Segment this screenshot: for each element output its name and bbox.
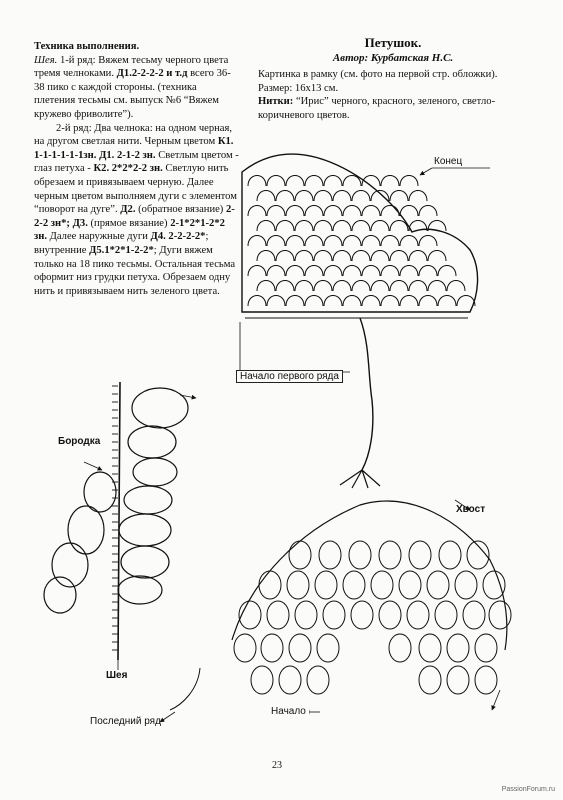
scale-arc (286, 206, 304, 217)
scale-arc (400, 176, 418, 187)
pattern-title: Петушок. (364, 35, 422, 50)
tail-ring (447, 666, 469, 694)
tail-ring (475, 666, 497, 694)
tail-diagram (160, 500, 511, 722)
scale-arc (428, 251, 446, 262)
pattern-size: Размер: 16х13 см. (258, 82, 339, 94)
scale-arc (305, 296, 323, 307)
scale-arc (390, 281, 408, 292)
tail-ring (463, 601, 485, 629)
scale-arc (419, 236, 437, 247)
scale-arc (305, 236, 323, 247)
scale-arc (400, 266, 418, 277)
page-number: 23 (272, 760, 282, 771)
tail-ring (483, 571, 505, 599)
neck-label: Шея. (34, 54, 58, 66)
scale-arc (248, 206, 266, 217)
body-diagram (242, 154, 490, 488)
scale-arc (276, 251, 294, 262)
label-nachalo: Начало (268, 706, 309, 717)
row1-rest: всего 36-38 пико с каждой стороны. (техника плетения тесьмы см. выпуск №6 “Вяжем кружево фриволите”). (34, 68, 231, 120)
label-hvost: Хвост (456, 504, 486, 515)
scale-arc (286, 236, 304, 247)
row1-text: 1-й ряд: Вяжем тесьму черного цвета тремя челноками. (34, 54, 229, 80)
tail-ring (267, 601, 289, 629)
scale-arc (305, 266, 323, 277)
tail-ring (447, 634, 469, 662)
row2-text-h: ; внутренние (34, 231, 209, 256)
row2-text-f: (прямое вязание) (87, 217, 171, 229)
scale-arc (295, 281, 313, 292)
tail-ring (315, 571, 337, 599)
label-sheya: Шея (106, 670, 128, 681)
tail-ring (289, 634, 311, 662)
tail-ring (399, 571, 421, 599)
scale-arc (324, 176, 342, 187)
scale-arc (276, 281, 294, 292)
scale-arc (390, 251, 408, 262)
tail-ring (343, 571, 365, 599)
scale-arc (324, 296, 342, 307)
row2-text-e: (обратное вязание) (135, 204, 226, 216)
scale-arc (419, 296, 437, 307)
tail-ring (407, 601, 429, 629)
scale-arc (257, 281, 275, 292)
tail-ring (419, 666, 441, 694)
scale-arc (305, 176, 323, 187)
scale-arc (248, 176, 266, 187)
tail-ring (307, 666, 329, 694)
scale-arc (400, 296, 418, 307)
scale-arc (314, 281, 332, 292)
scale-arc (381, 236, 399, 247)
tail-ring (389, 634, 411, 662)
scale-arc (257, 251, 275, 262)
scale-arc (400, 206, 418, 217)
tail-ring (379, 601, 401, 629)
row2-formula-3: Д2. (120, 204, 136, 216)
tail-ring (295, 601, 317, 629)
scale-arc (362, 236, 380, 247)
row2-formula-2: К2. 2*2*2-2 зн. (93, 163, 163, 175)
scale-arc (438, 296, 456, 307)
label-last-row: Последний ряд (90, 716, 161, 727)
tail-ring (323, 601, 345, 629)
label-borodka: Бородка (58, 436, 101, 447)
scale-arc (324, 266, 342, 277)
scale-arc (267, 266, 285, 277)
scale-arc (457, 296, 475, 307)
scale-arc (295, 251, 313, 262)
threads-label: Нитки: (258, 96, 294, 108)
tail-ring (239, 601, 261, 629)
scale-arc (352, 191, 370, 202)
scale-arc (257, 221, 275, 232)
row2-text-c: Светлым цветом - глаз петуха - (34, 149, 239, 175)
neck-diagram (44, 382, 196, 670)
first-row-pointer (240, 322, 350, 372)
scale-arc (409, 191, 427, 202)
tail-ring (234, 634, 256, 662)
row2-text-d: Светлую нить обрезаем и привязываем черную. Далее черным цветом выполняем дуги с элементом “поворот на дуге”. (34, 163, 237, 216)
tail-ring (419, 634, 441, 662)
scale-arc (295, 191, 313, 202)
scale-arc (286, 296, 304, 307)
scale-arc (257, 191, 275, 202)
scale-arc (381, 296, 399, 307)
row2-formula-1: К1. 1-1-1-1-1-1зн. Д1. 2-1-2 зн. (34, 136, 234, 161)
tail-ring (435, 601, 457, 629)
label-konets: Конец (434, 156, 463, 167)
scale-arc (419, 206, 437, 217)
pattern-intro: Картинка в рамку (см. фото на первой стр. обложки). (258, 69, 498, 81)
tail-ring (409, 541, 431, 569)
scale-arc (333, 191, 351, 202)
scale-arc (371, 281, 389, 292)
tail-ring (455, 571, 477, 599)
tail-ring (439, 541, 461, 569)
scale-arc (343, 266, 361, 277)
scale-arc (352, 281, 370, 292)
scale-arc (352, 251, 370, 262)
tail-ring (279, 666, 301, 694)
tail-ring (251, 666, 273, 694)
scale-arc (324, 236, 342, 247)
scale-arc (324, 206, 342, 217)
scale-arc (314, 191, 332, 202)
scale-arc (286, 266, 304, 277)
watermark: PassionForum.ru (501, 786, 555, 793)
scale-arc (343, 236, 361, 247)
pattern-author: Автор: Курбатская Н.С. (332, 51, 454, 64)
scale-arc (419, 266, 437, 277)
tail-ring (259, 571, 281, 599)
tail-ring (489, 601, 511, 629)
scale-arc (390, 191, 408, 202)
tail-ring (379, 541, 401, 569)
scale-arc (447, 281, 465, 292)
instructions-heading: Техника выполнения. (34, 41, 140, 52)
scale-arc (428, 281, 446, 292)
scale-arc (314, 221, 332, 232)
scale-arc (286, 176, 304, 187)
scale-arc (409, 251, 427, 262)
scale-arc (305, 206, 323, 217)
row2-formula-5: 2-1*2*1-2*2 зн. (34, 217, 225, 243)
row2-formula-4: 2-2-2 зн*; Д3. (34, 204, 235, 229)
threads-text: “Ирис” черного, красного, зеленого, светло-коричневого цветов. (258, 96, 496, 121)
tail-ring (289, 541, 311, 569)
scale-arc (400, 236, 418, 247)
scale-arc (362, 266, 380, 277)
label-first-row-start: Начало первого ряда (236, 370, 343, 383)
scale-arc (409, 281, 427, 292)
scale-arc (276, 191, 294, 202)
scale-arc (333, 281, 351, 292)
scale-arc (343, 206, 361, 217)
scale-arc (267, 206, 285, 217)
tail-ring (319, 541, 341, 569)
scale-arc (438, 266, 456, 277)
row1-formula: Д1.2-2-2-2 и т.д (116, 68, 188, 80)
scale-arc (333, 221, 351, 232)
row2-formula-6: Д4. 2-2-2-2* (150, 231, 206, 243)
scale-arc (371, 251, 389, 262)
scale-arc (352, 221, 370, 232)
scale-arc (343, 296, 361, 307)
scale-arc (248, 236, 266, 247)
scale-arc (381, 176, 399, 187)
scale-arc (248, 266, 266, 277)
row2-text-g: Далее наружные дуги (47, 231, 151, 243)
scale-arc (267, 296, 285, 307)
scale-arc (362, 206, 380, 217)
tail-ring (349, 541, 371, 569)
tail-ring (287, 571, 309, 599)
scale-arc (267, 176, 285, 187)
scale-arc (295, 221, 313, 232)
scale-arc (314, 251, 332, 262)
scale-arc (248, 296, 266, 307)
row2-text-a: 2-й ряд: Два челнока: на одном черная, на другом светлая нити. Черным цветом (34, 122, 233, 148)
scale-arc (333, 251, 351, 262)
scale-arc (381, 266, 399, 277)
tail-ring (317, 634, 339, 662)
row2-formula-7: Д5.1*2*1-2-2* (89, 244, 154, 256)
row2-text-i: ; Дуги вяжем только на 18 пико тесьмы. Остальная тесьма оформит низ грудки петуха. Обрезаем одну нить и привязываем нить зеленого цвета. (34, 244, 236, 297)
scale-arc (276, 221, 294, 232)
tail-ring (351, 601, 373, 629)
tail-ring (261, 634, 283, 662)
tail-ring (475, 634, 497, 662)
scale-arc (362, 296, 380, 307)
scale-arc (267, 236, 285, 247)
scale-arc (371, 221, 389, 232)
tail-ring (427, 571, 449, 599)
tail-ring (371, 571, 393, 599)
